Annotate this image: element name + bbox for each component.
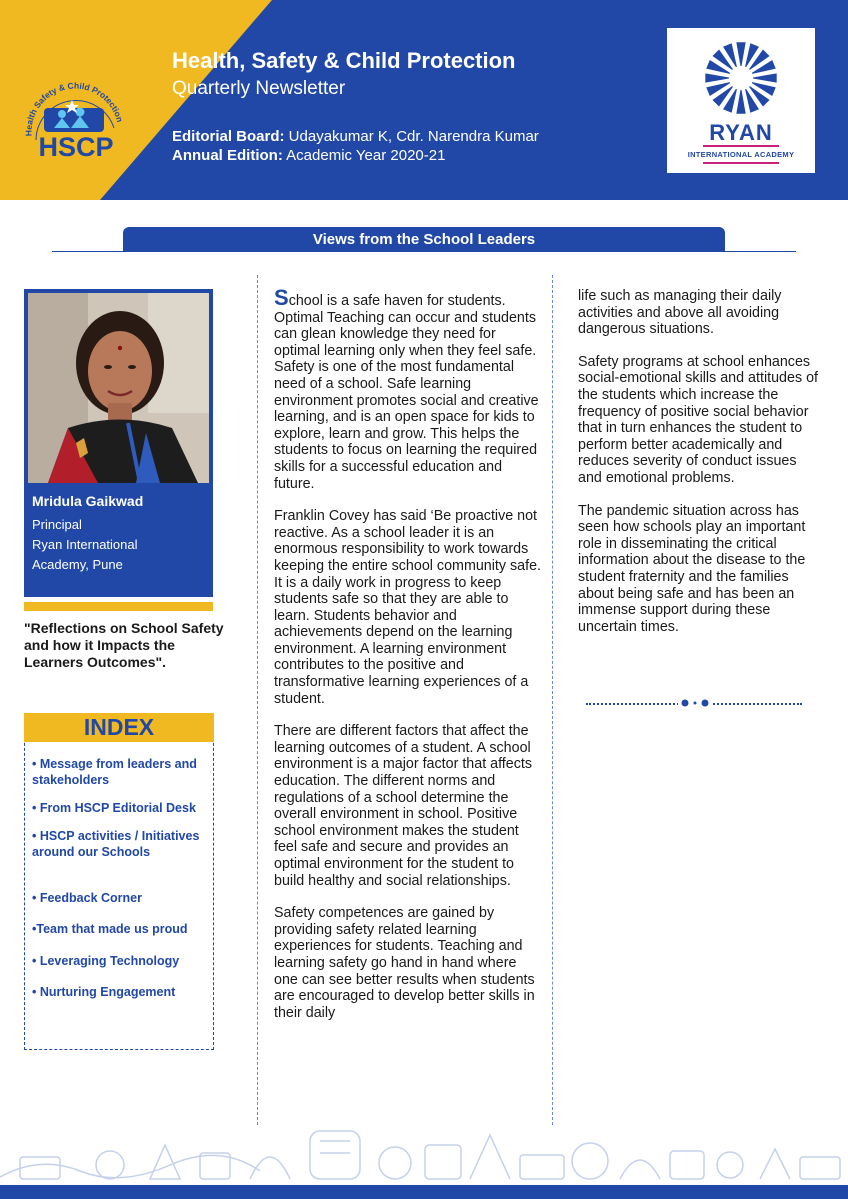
principal-name: Mridula Gaikwad xyxy=(32,493,144,509)
annual-edition-label: Annual Edition: xyxy=(172,147,283,164)
index-item-editorial-desk[interactable]: • From HSCP Editorial Desk xyxy=(32,801,196,815)
article-paragraph-5: life such as managing their daily activities and above all avoiding dangerous situations. xyxy=(578,288,782,338)
column-divider-left xyxy=(257,275,258,1125)
annual-edition xyxy=(172,147,445,164)
index-item-engagement[interactable]: • Nurturing Engagement xyxy=(32,985,176,999)
index-title: INDEX xyxy=(24,713,214,742)
article-paragraph-6: Safety programs at school enhances social-emotional skills and attitudes of the students which increase the frequency of positive social behavior that in turn enhances the student to perform better academically and reduces severity of conduct issues and emotional problems. xyxy=(578,353,818,486)
newsletter-header xyxy=(0,0,848,200)
hscp-logo-text: HSCP xyxy=(38,132,114,162)
index-item-team[interactable]: •Team that made us proud xyxy=(32,922,188,936)
index-item-leaders[interactable]: • Message from leaders and stakeholders xyxy=(32,757,197,787)
principal-school-line2: Academy, Pune xyxy=(32,557,123,572)
ryan-sunburst-icon xyxy=(696,36,786,126)
article-paragraph-4: Safety competences are gained by providing safety related learning experiences for students. Teaching and learning safety go hand in hand where one can see better results when students are encouraged to develop better skills in their daily xyxy=(274,905,535,1021)
article-paragraph-3: There are different factors that affect the learning outcomes of a student. A school environment is a major factor that affects education. The different norms and regulations of a school determine the overall environment in school. Positive school environment makes the student feel safe and secure and provides an optimal environment for the student to build healthy and social relationships. xyxy=(274,723,532,889)
article-quote: "Reflections on School Safety and how it Impacts the Learners Outcomes". xyxy=(24,620,224,670)
principal-role: Principal xyxy=(32,517,82,532)
article-paragraph-1-text: chool is a safe haven for students. Optimal Teaching can occur and students can glean knowledge they need for optimal learning only when they feel safe. Safety is one of the most fundamental need of a school. Safe learning environment promotes social and creative learning, and is an open space for kids to explore, learn and grow. This helps the students to focus on learning the required skills for a successful education and future. xyxy=(274,293,539,492)
newsletter-subtitle: Quarterly Newsletter xyxy=(172,78,346,99)
ryan-logo-rule xyxy=(703,145,779,147)
profile-card xyxy=(24,289,213,597)
ryan-logo xyxy=(667,28,815,173)
editorial-board xyxy=(172,128,539,145)
ryan-logo-academy: INTERNATIONAL ACADEMY xyxy=(687,150,795,159)
ryan-sunburst-ray xyxy=(736,90,745,114)
footer-bar xyxy=(0,1185,848,1199)
annual-edition-value: Academic Year 2020-21 xyxy=(282,147,446,164)
ryan-logo-name: RYAN xyxy=(709,120,773,145)
profile-yellow-strip xyxy=(24,602,213,611)
principal-school-line1: Ryan International xyxy=(32,537,138,552)
ryan-sunburst-ray xyxy=(736,42,745,66)
section-title: Views from the School Leaders xyxy=(123,227,725,252)
index-item-feedback[interactable]: • Feedback Corner xyxy=(32,891,142,905)
ryan-logo-rule-bottom xyxy=(703,162,779,164)
article-column-middle xyxy=(274,285,542,1037)
newsletter-title: Health, Safety & Child Protection xyxy=(172,48,516,73)
article-dropcap: S xyxy=(274,285,289,310)
article-column-right xyxy=(578,288,820,651)
end-ornament-icon xyxy=(678,697,712,709)
index-item-activities[interactable]: • HSCP activities / Initiatives around our Schools xyxy=(32,829,200,859)
hscp-arc-text: Health Safety & Child Protection xyxy=(23,80,126,137)
ryan-sunburst-ray xyxy=(705,73,729,82)
footer-school-items-illustration xyxy=(0,1105,848,1185)
principal-photo xyxy=(28,293,209,483)
section-rule xyxy=(52,251,796,252)
article-paragraph-2: Franklin Covey has said ‘Be proactive not reactive. As a school leader it is an enormous responsibility to work towards keeping the entire school community safe. It is a daily work in progress to keep students safe so that they are able to learn. Students behavior and achievements depend on the learning environment. A learning environment contributes to the positive and transformative learning experiences of a student. xyxy=(274,508,542,707)
article-paragraph-1 xyxy=(274,285,542,492)
editorial-board-label: Editorial Board: xyxy=(172,128,285,145)
article-paragraph-7: The pandemic situation across has seen how schools play an important role in disseminating the critical information about the disease to the student fraternity and the families about being safe and has been an immense support during these uncertain times. xyxy=(578,502,806,635)
ryan-sunburst-ray xyxy=(753,73,777,82)
index-item-technology[interactable]: • Leveraging Technology xyxy=(32,954,180,968)
column-divider-right xyxy=(552,275,553,1125)
editorial-board-value: Udayakumar K, Cdr. Narendra Kumar xyxy=(284,128,539,145)
